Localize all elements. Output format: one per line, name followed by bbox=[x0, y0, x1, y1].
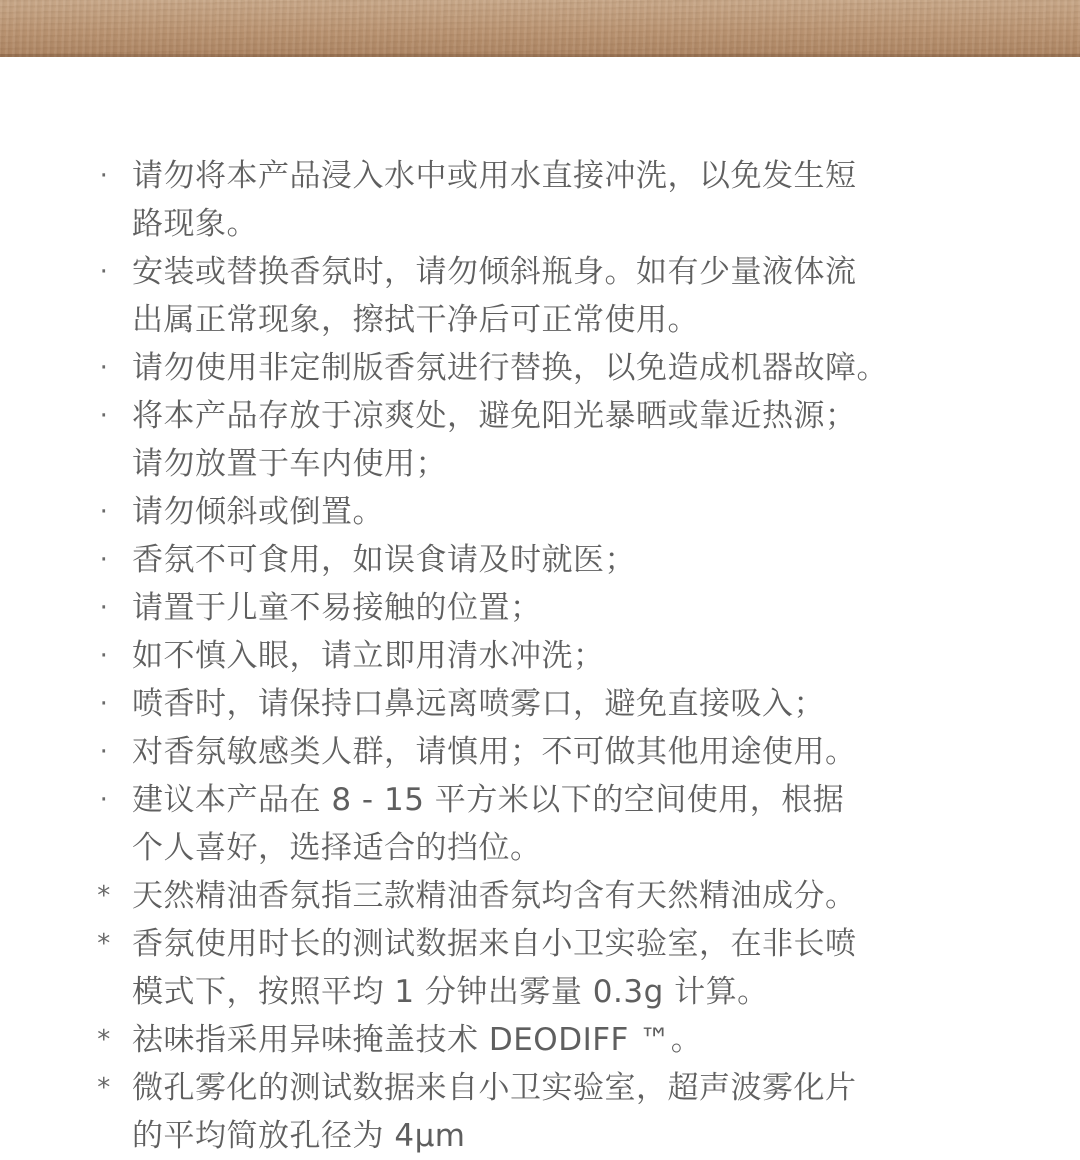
note-item bbox=[0, 680, 1080, 728]
note-text-line: 天然精油香氛指三款精油香氛均含有天然精油成分。 bbox=[132, 878, 857, 914]
bullet-marker: · bbox=[99, 401, 109, 431]
note-item bbox=[0, 584, 1080, 632]
footnote-item bbox=[0, 872, 1080, 920]
note-item bbox=[0, 248, 1080, 344]
bullet-marker: · bbox=[99, 785, 109, 815]
bullet-marker: · bbox=[99, 593, 109, 623]
bullet-marker: · bbox=[99, 257, 109, 287]
bullet-marker: · bbox=[99, 737, 109, 767]
note-text-line: 香氛使用时长的测试数据来自小卫实验室，在非长喷 bbox=[132, 926, 857, 962]
note-text-line: 的平均简放孔径为 4μm bbox=[132, 1118, 466, 1154]
note-item bbox=[0, 392, 1080, 488]
note-item bbox=[0, 152, 1080, 248]
note-text-line: 路现象。 bbox=[132, 206, 258, 242]
note-text-line: 请勿放置于车内使用； bbox=[132, 446, 447, 482]
note-item bbox=[0, 728, 1080, 776]
bullet-marker: · bbox=[99, 641, 109, 671]
usage-notes-list bbox=[0, 152, 1080, 1160]
note-text-line: 将本产品存放于凉爽处，避免阳光暴晒或靠近热源； bbox=[132, 398, 857, 434]
note-text-line: 香氛不可食用，如误食请及时就医； bbox=[132, 542, 636, 578]
bullet-marker: · bbox=[99, 353, 109, 383]
note-item bbox=[0, 632, 1080, 680]
asterisk-marker: * bbox=[97, 881, 111, 911]
note-item bbox=[0, 344, 1080, 392]
asterisk-marker: * bbox=[97, 1025, 111, 1055]
bullet-marker: · bbox=[99, 545, 109, 575]
note-text-line: 请勿将本产品浸入水中或用水直接冲洗，以免发生短 bbox=[132, 158, 857, 194]
bullet-marker: · bbox=[99, 161, 109, 191]
note-item bbox=[0, 776, 1080, 872]
note-text-line: 建议本产品在 8 - 15 平方米以下的空间使用，根据 bbox=[132, 782, 845, 818]
note-item bbox=[0, 536, 1080, 584]
note-text-line: 出属正常现象，擦拭干净后可正常使用。 bbox=[132, 302, 699, 338]
footnote-item bbox=[0, 1064, 1080, 1160]
note-text-line: 模式下，按照平均 1 分钟出雾量 0.3g 计算。 bbox=[132, 974, 769, 1010]
wood-texture-banner bbox=[0, 0, 1080, 57]
note-text-line: 安装或替换香氛时，请勿倾斜瓶身。如有少量液体流 bbox=[132, 254, 857, 290]
note-text-line: 请置于儿童不易接触的位置； bbox=[132, 590, 542, 626]
note-text-line: 祛味指采用异味掩盖技术 DEODIFF ™。 bbox=[132, 1022, 703, 1058]
note-text-line: 请勿使用非定制版香氛进行替换，以免造成机器故障。 bbox=[132, 350, 888, 386]
usage-notes-section bbox=[0, 152, 1080, 1160]
note-item bbox=[0, 488, 1080, 536]
footnote-item bbox=[0, 1016, 1080, 1064]
asterisk-marker: * bbox=[97, 929, 111, 959]
footnote-item bbox=[0, 920, 1080, 1016]
bullet-marker: · bbox=[99, 497, 109, 527]
note-text-line: 请勿倾斜或倒置。 bbox=[132, 494, 384, 530]
asterisk-marker: * bbox=[97, 1073, 111, 1103]
note-text-line: 如不慎入眼，请立即用清水冲洗； bbox=[132, 638, 605, 674]
note-text-line: 对香氛敏感类人群，请慎用；不可做其他用途使用。 bbox=[132, 734, 857, 770]
note-text-line: 喷香时，请保持口鼻远离喷雾口，避免直接吸入； bbox=[132, 686, 825, 722]
bullet-marker: · bbox=[99, 689, 109, 719]
note-text-line: 微孔雾化的测试数据来自小卫实验室，超声波雾化片 bbox=[132, 1070, 857, 1106]
note-text-line: 个人喜好，选择适合的挡位。 bbox=[132, 830, 542, 866]
